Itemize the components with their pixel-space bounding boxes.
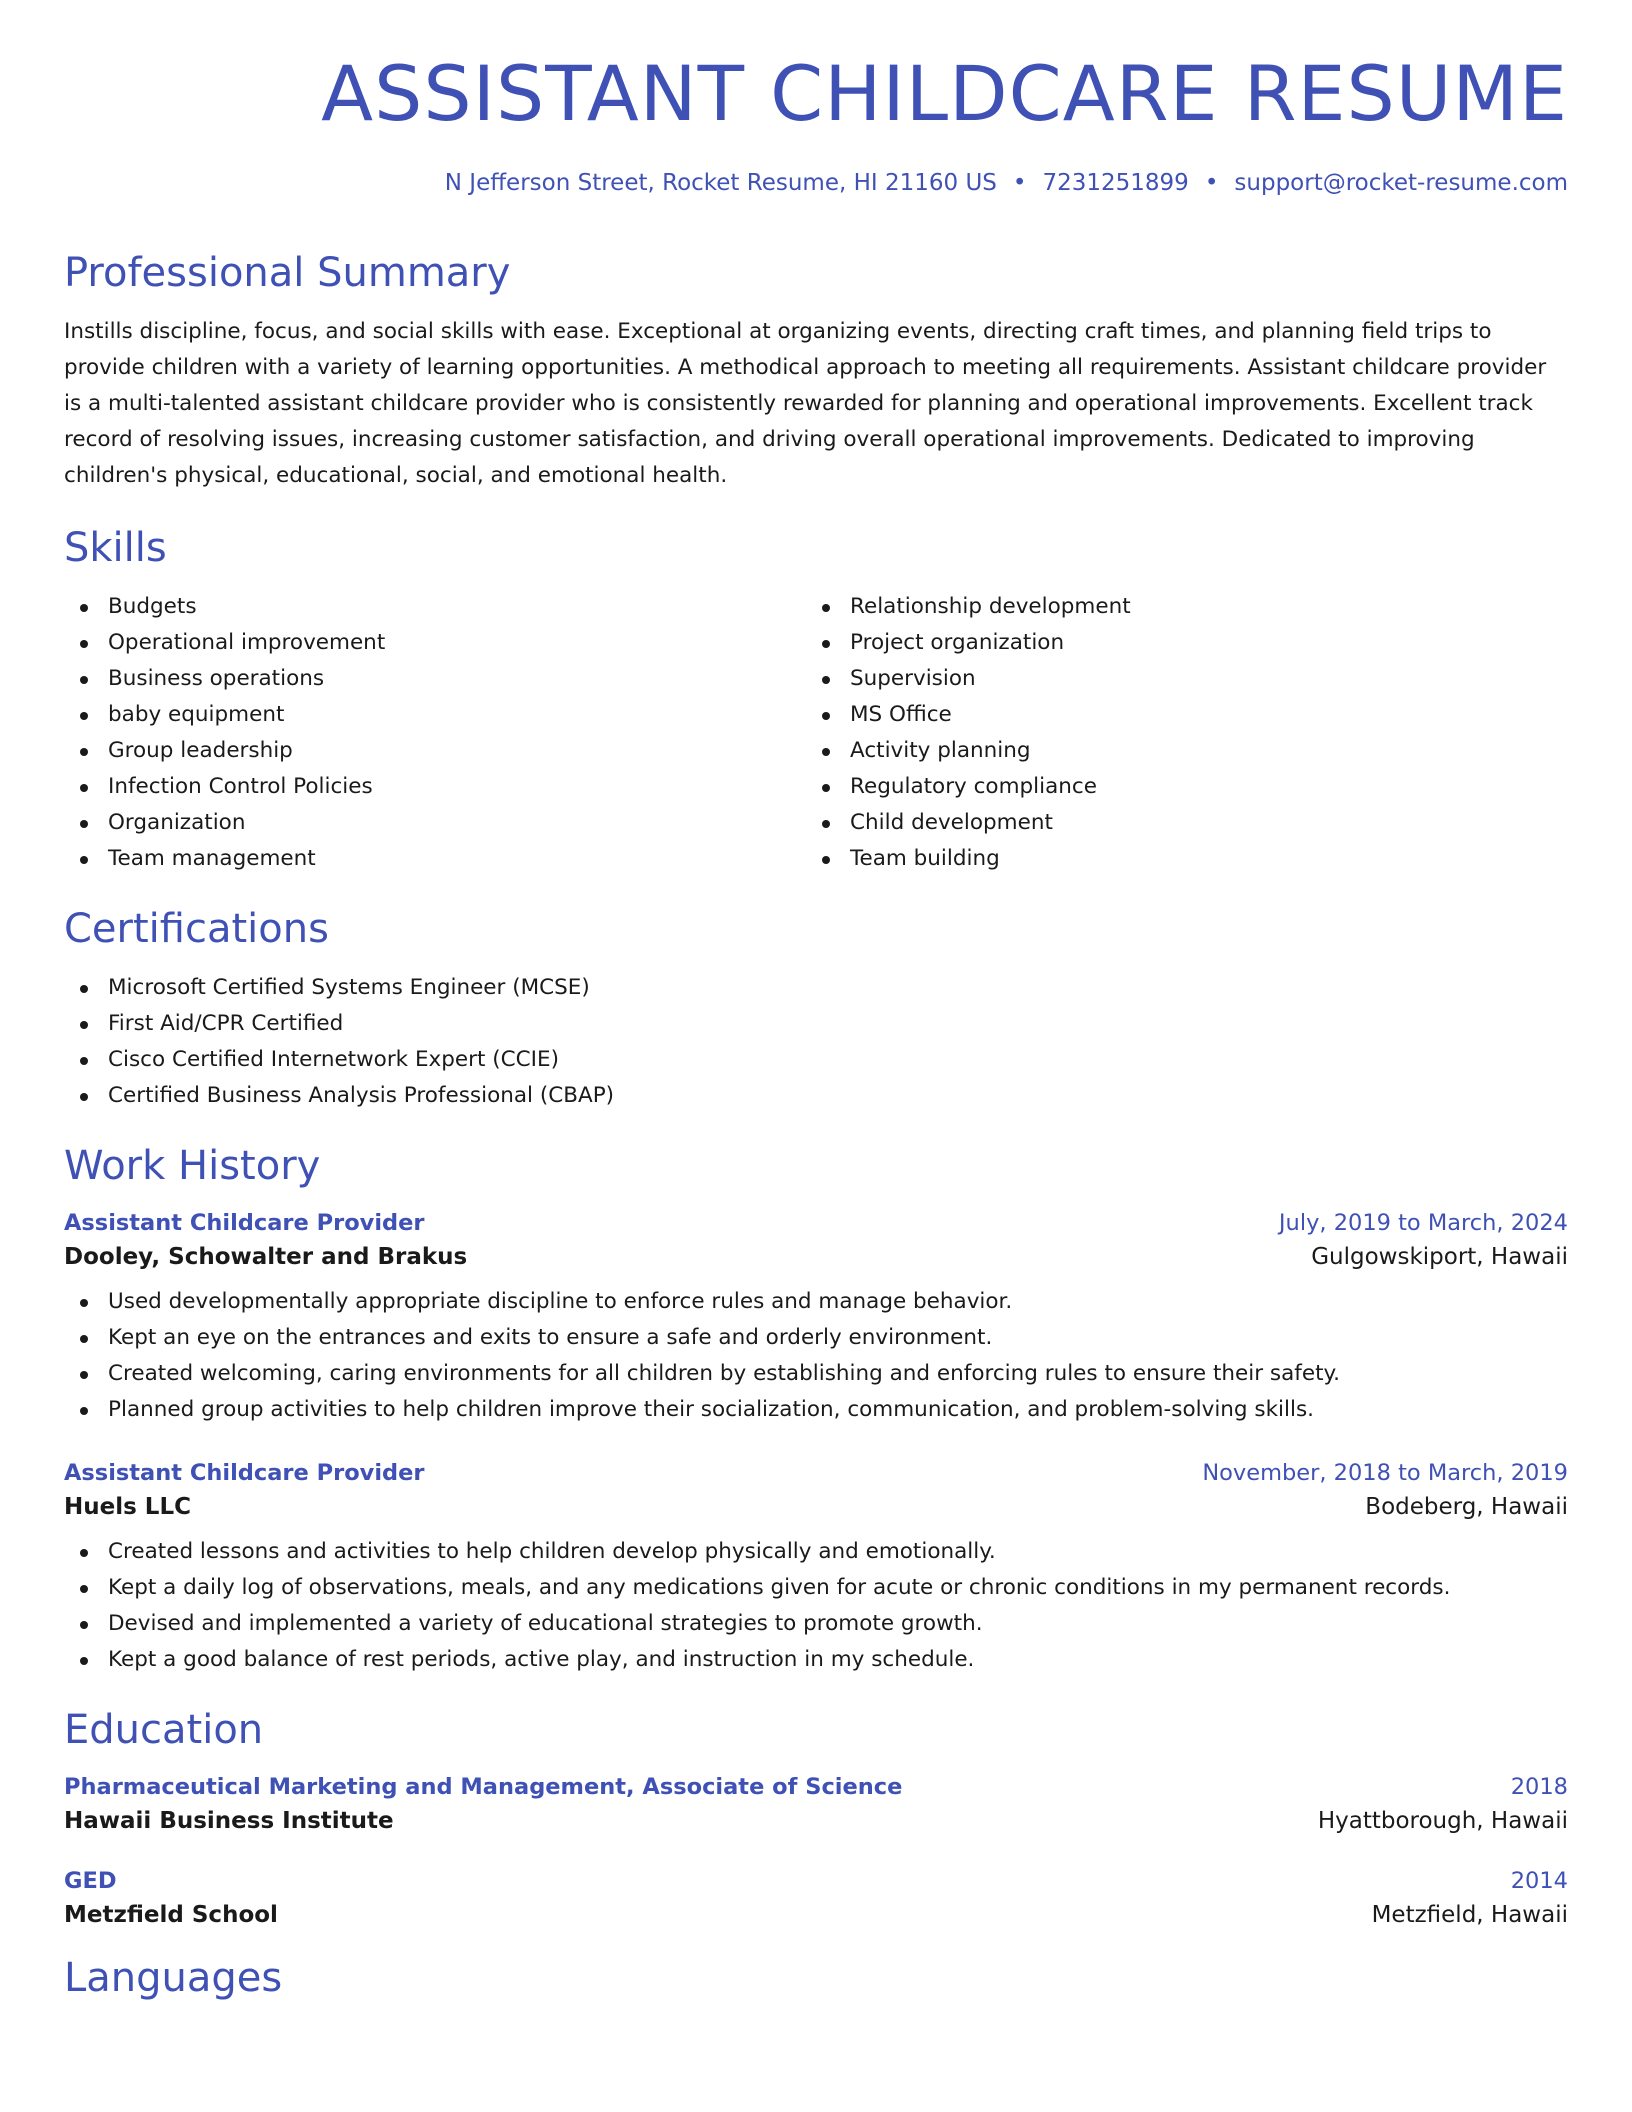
job-entry <box>64 1460 1568 1678</box>
education-school: Hawaii Business Institute <box>64 1808 394 1835</box>
skill-item: Team building <box>806 841 1548 877</box>
job-bullet: Devised and implemented a variety of educational strategies to promote growth. <box>64 1606 1568 1642</box>
resume-name: ASSISTANT CHILDCARE RESUME <box>321 49 1568 138</box>
contact-line <box>64 170 1568 198</box>
job-bullets <box>64 1534 1568 1678</box>
section-title-work-history: Work History <box>64 1143 321 1190</box>
job-bullet: Kept a daily log of observations, meals, and any medications given for acute or chronic conditions in my permanent records. <box>64 1570 1568 1606</box>
certification-item: Microsoft Certified Systems Engineer (MCSE) <box>64 970 1568 1006</box>
job-location: Gulgowskiport, Hawaii <box>1311 1244 1568 1271</box>
section-title-languages: Languages <box>64 1955 283 2002</box>
education-degree: Pharmaceutical Marketing and Management, Associate of Science <box>64 1774 903 1801</box>
education-header-row <box>64 1868 1568 1894</box>
job-bullet: Kept an eye on the entrances and exits to ensure a safe and orderly environment. <box>64 1320 1568 1356</box>
section-title-education: Education <box>64 1707 264 1754</box>
contact-address: N Jefferson Street, Rocket Resume, HI 21160 US <box>444 169 997 196</box>
job-entry <box>64 1210 1568 1428</box>
skill-item: Group leadership <box>64 733 806 769</box>
skill-item: Activity planning <box>806 733 1548 769</box>
section-title-certifications: Certifications <box>64 906 329 953</box>
job-header-row <box>64 1210 1568 1236</box>
skill-item: baby equipment <box>64 697 806 733</box>
job-title: Assistant Childcare Provider <box>64 1210 425 1237</box>
job-bullets <box>64 1284 1568 1428</box>
job-company: Dooley, Schowalter and Brakus <box>64 1244 468 1271</box>
skill-item: MS Office <box>806 697 1548 733</box>
job-location: Bodeberg, Hawaii <box>1365 1494 1568 1521</box>
contact-email: support@rocket-resume.com <box>1234 169 1568 196</box>
education-school-row <box>64 1902 1568 1928</box>
certification-item: First Aid/CPR Certified <box>64 1006 1568 1042</box>
job-bullet: Planned group activities to help children improve their socialization, communication, and problem-solving skills. <box>64 1392 1568 1428</box>
education-school-row <box>64 1808 1568 1834</box>
job-company-row <box>64 1494 1568 1520</box>
education-header-row <box>64 1774 1568 1800</box>
job-bullet: Kept a good balance of rest periods, active play, and instruction in my schedule. <box>64 1642 1568 1678</box>
contact-separator: • <box>1204 169 1219 196</box>
education-year: 2014 <box>1510 1868 1568 1895</box>
skill-item: Child development <box>806 805 1548 841</box>
skill-item: Project organization <box>806 625 1548 661</box>
summary-text: Instills discipline, focus, and social skills with ease. Exceptional at organizing events, directing craft times, and planning field trips to provide children with a variety of learning opportunities. A methodical approach to meeting all requirements. Assistant childcare provider is a multi-talented assistant childcare provider who is consistently rewarded for planning and operational improvements. Excellent track record of resolving issues, increasing customer satisfaction, and driving overall operational improvements. Dedicated to improving children's physical, educational, social, and emotional health. <box>64 319 1547 489</box>
job-bullet: Created welcoming, caring environments for all children by establishing and enforcing rules to ensure their safety. <box>64 1356 1568 1392</box>
certifications-list <box>64 970 1568 1114</box>
contact-phone: 7231251899 <box>1042 169 1189 196</box>
job-company: Huels LLC <box>64 1494 191 1521</box>
skill-item: Organization <box>64 805 806 841</box>
job-dates: July, 2019 to March, 2024 <box>1278 1210 1568 1237</box>
job-company-row <box>64 1244 1568 1270</box>
skill-item: Budgets <box>64 589 806 625</box>
skill-item: Operational improvement <box>64 625 806 661</box>
skill-item: Supervision <box>806 661 1548 697</box>
contact-separator: • <box>1012 169 1027 196</box>
skill-item: Regulatory compliance <box>806 769 1548 805</box>
education-entry <box>64 1868 1568 1928</box>
job-dates: November, 2018 to March, 2019 <box>1202 1460 1568 1487</box>
skill-item: Relationship development <box>806 589 1548 625</box>
job-bullet: Used developmentally appropriate discipline to enforce rules and manage behavior. <box>64 1284 1568 1320</box>
skill-item: Team management <box>64 841 806 877</box>
certification-item: Certified Business Analysis Professional (CBAP) <box>64 1078 1568 1114</box>
section-title-summary: Professional Summary <box>64 250 511 297</box>
education-school: Metzfield School <box>64 1902 278 1929</box>
job-title: Assistant Childcare Provider <box>64 1460 425 1487</box>
education-location: Hyattborough, Hawaii <box>1317 1808 1568 1835</box>
education-entry <box>64 1774 1568 1834</box>
skill-item: Business operations <box>64 661 806 697</box>
skills-list-left <box>64 589 806 877</box>
education-year: 2018 <box>1510 1774 1568 1801</box>
skills-list-right <box>806 589 1548 877</box>
section-title-skills: Skills <box>64 525 167 572</box>
job-header-row <box>64 1460 1568 1486</box>
education-location: Metzfield, Hawaii <box>1371 1902 1568 1929</box>
job-bullet: Created lessons and activities to help children develop physically and emotionally. <box>64 1534 1568 1570</box>
skills-columns <box>64 589 1568 877</box>
certification-item: Cisco Certified Internetwork Expert (CCIE) <box>64 1042 1568 1078</box>
skill-item: Infection Control Policies <box>64 769 806 805</box>
education-degree: GED <box>64 1868 117 1895</box>
